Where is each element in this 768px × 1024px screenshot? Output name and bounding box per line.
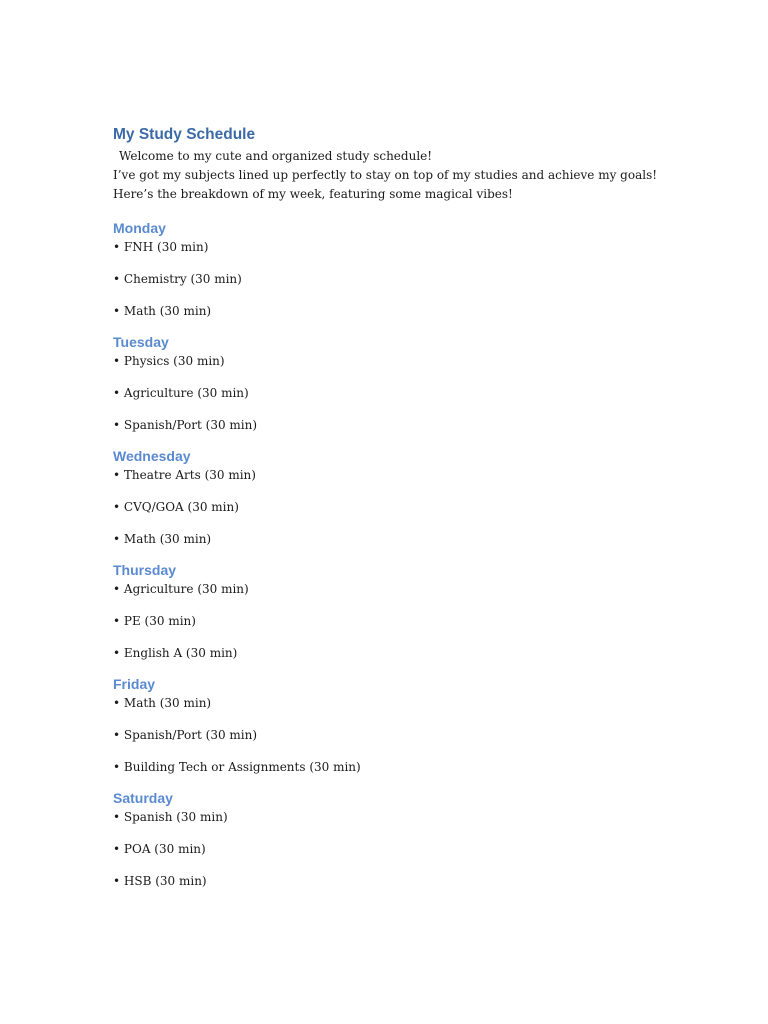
subject-item: [113, 694, 673, 712]
subject-item: [113, 384, 673, 402]
weekly-schedule: [113, 218, 673, 890]
subject-label: Math (30 min): [123, 696, 212, 710]
bullet-icon: •: [113, 304, 121, 318]
subject-item: [113, 270, 673, 288]
subject-item: [113, 726, 673, 744]
bullet-icon: •: [113, 810, 121, 824]
subject-label: FNH (30 min): [123, 240, 209, 254]
subject-label: Spanish (30 min): [123, 810, 228, 824]
day-heading: Monday: [113, 220, 166, 236]
day-heading: Thursday: [113, 562, 177, 578]
subject-item: [113, 466, 673, 484]
bullet-icon: •: [113, 760, 121, 774]
day-section-monday: [113, 218, 673, 320]
subject-item: [113, 840, 673, 858]
intro-paragraph: [113, 147, 673, 204]
subject-item: [113, 644, 673, 662]
subject-label: Building Tech or Assignments (30 min): [123, 760, 361, 774]
subject-item: [113, 872, 673, 890]
bullet-icon: •: [113, 500, 121, 514]
day-section-friday: [113, 674, 673, 776]
subject-item: [113, 352, 673, 370]
subject-label: Agriculture (30 min): [123, 386, 249, 400]
day-section-saturday: [113, 788, 673, 890]
subject-item: [113, 808, 673, 826]
subject-item: [113, 302, 673, 320]
subject-list: [113, 238, 673, 320]
subject-list: [113, 694, 673, 776]
subject-label: Math (30 min): [123, 532, 212, 546]
subject-label: Theatre Arts (30 min): [123, 468, 256, 482]
day-heading: Wednesday: [113, 448, 191, 464]
subject-item: [113, 416, 673, 434]
bullet-icon: •: [113, 468, 121, 482]
subject-item: [113, 612, 673, 630]
subject-item: [113, 530, 673, 548]
bullet-icon: •: [113, 696, 121, 710]
bullet-icon: •: [113, 386, 121, 400]
subject-item: [113, 758, 673, 776]
document-title: My Study Schedule: [113, 126, 256, 143]
subject-label: HSB (30 min): [123, 874, 207, 888]
subject-label: Math (30 min): [123, 304, 212, 318]
subject-label: Physics (30 min): [123, 354, 225, 368]
day-section-tuesday: [113, 332, 673, 434]
document-page: [113, 124, 673, 890]
subject-label: PE (30 min): [123, 614, 196, 628]
subject-list: [113, 466, 673, 548]
intro-line: Welcome to my cute and organized study schedule!: [119, 149, 433, 163]
bullet-icon: •: [113, 842, 121, 856]
intro-line: I’ve got my subjects lined up perfectly to stay on top of my studies and achieve my goals!: [113, 168, 658, 182]
subject-item: [113, 498, 673, 516]
day-heading: Friday: [113, 676, 156, 692]
subject-label: English A (30 min): [123, 646, 238, 660]
subject-label: CVQ/GOA (30 min): [123, 500, 239, 514]
subject-label: Agriculture (30 min): [123, 582, 249, 596]
subject-list: [113, 352, 673, 434]
bullet-icon: •: [113, 354, 121, 368]
bullet-icon: •: [113, 582, 121, 596]
day-heading: Saturday: [113, 790, 173, 806]
bullet-icon: •: [113, 874, 121, 888]
bullet-icon: •: [113, 614, 121, 628]
subject-label: Chemistry (30 min): [123, 272, 242, 286]
subject-item: [113, 580, 673, 598]
bullet-icon: •: [113, 532, 121, 546]
subject-label: Spanish/Port (30 min): [123, 418, 258, 432]
day-section-thursday: [113, 560, 673, 662]
subject-item: [113, 238, 673, 256]
subject-label: POA (30 min): [123, 842, 206, 856]
day-heading: Tuesday: [113, 334, 169, 350]
bullet-icon: •: [113, 646, 121, 660]
day-section-wednesday: [113, 446, 673, 548]
subject-list: [113, 580, 673, 662]
bullet-icon: •: [113, 418, 121, 432]
bullet-icon: •: [113, 272, 121, 286]
intro-line: Here’s the breakdown of my week, featuring some magical vibes!: [113, 187, 513, 201]
subject-list: [113, 808, 673, 890]
bullet-icon: •: [113, 728, 121, 742]
subject-label: Spanish/Port (30 min): [123, 728, 258, 742]
bullet-icon: •: [113, 240, 121, 254]
